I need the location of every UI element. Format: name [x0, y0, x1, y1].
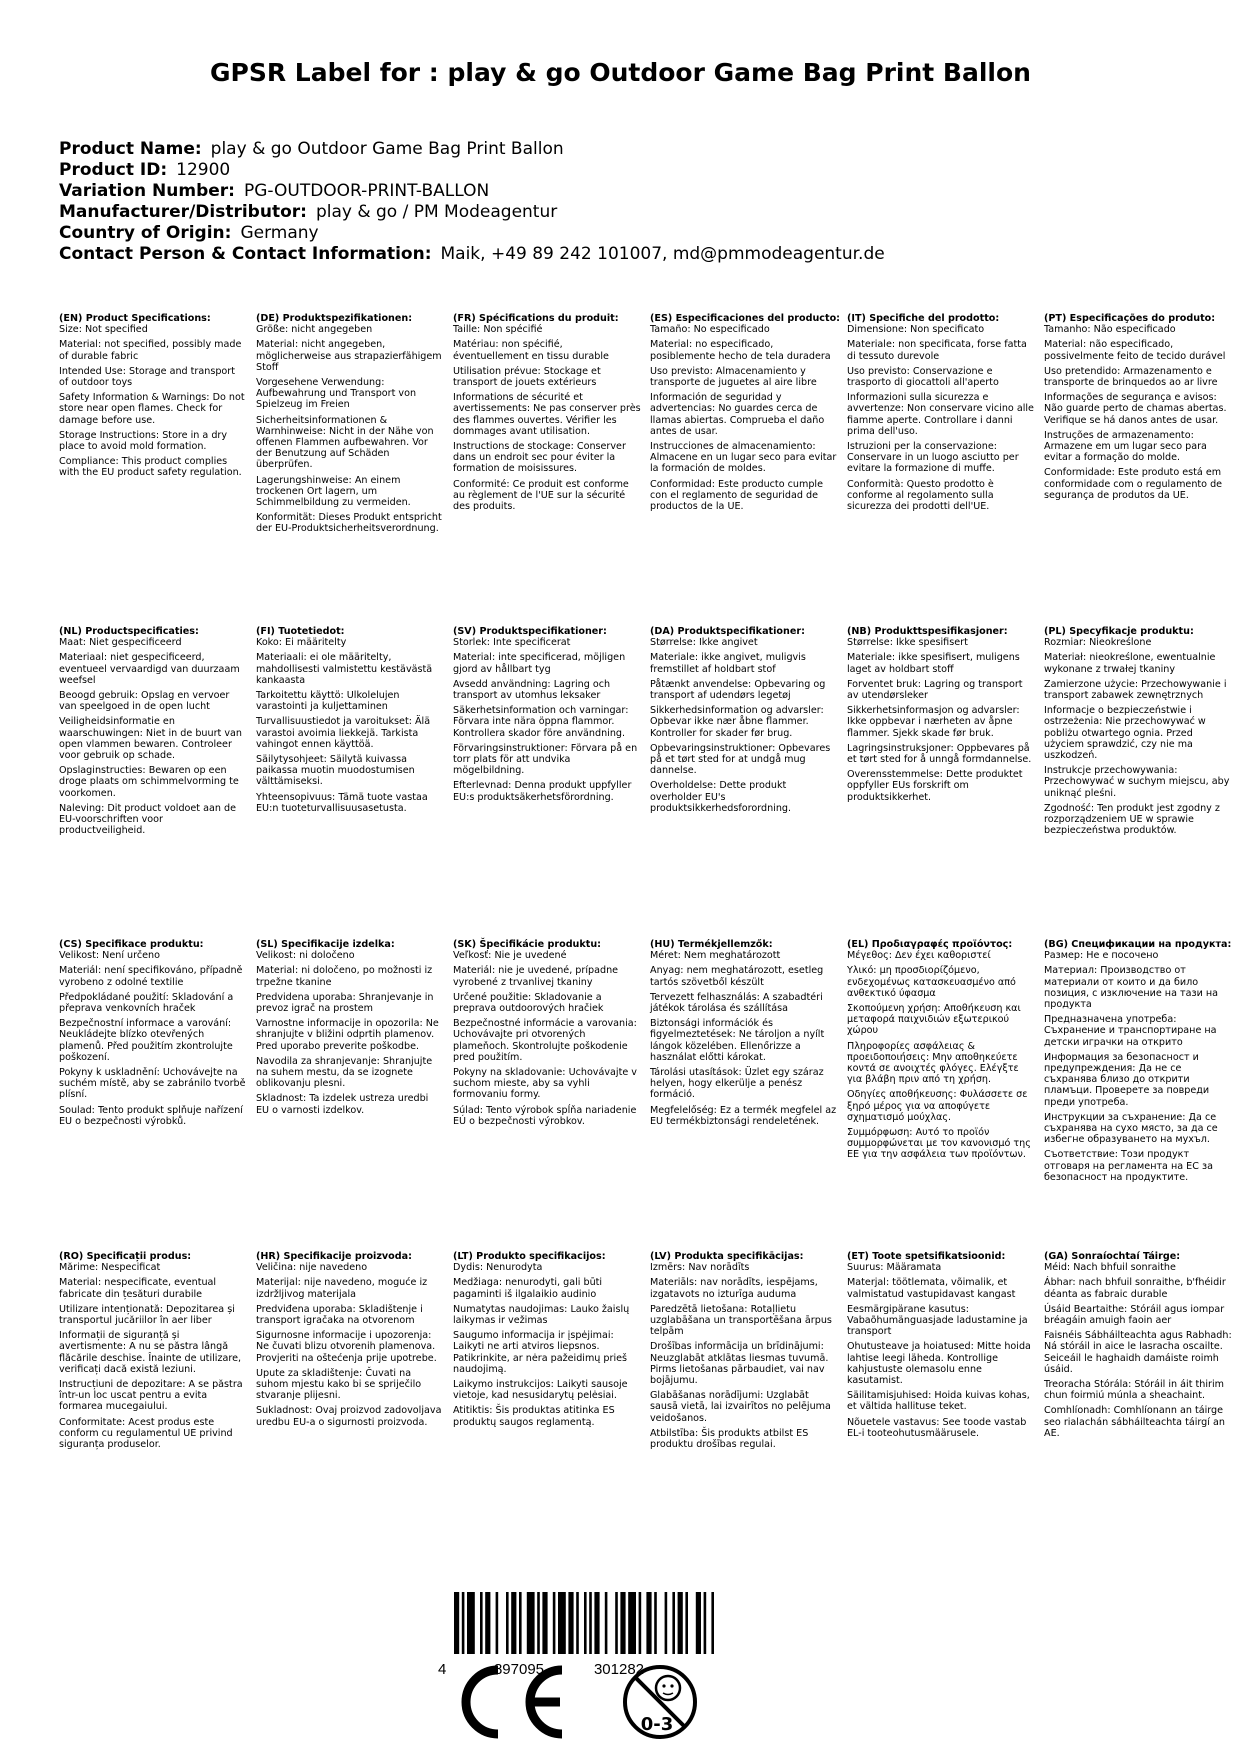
spec-line: Tamanho: Não especificado	[1044, 324, 1176, 336]
spec-line: Zgodność: Ten produkt jest zgodny z rozporządzeniem UE w sprawie bezpieczeństwa produktów.	[1044, 802, 1220, 837]
spec-line: Comhlíonadh: Comhlíonann an táirge seo rialachán sábháilteachta táirgí an AE.	[1044, 1405, 1225, 1439]
spec-line: Size: Not specified	[59, 324, 148, 336]
spec-block	[453, 1251, 641, 1432]
spec-block	[256, 626, 444, 818]
barcode-bar	[584, 1592, 587, 1654]
spec-heading: (BG) Спецификации на продукта:	[1044, 939, 1232, 950]
spec-line: Megfelelőség: Ez a termék megfelel az EU termékbiztonsági rendeletének.	[650, 1104, 837, 1127]
spec-line: Инструкции за съхранение: Да се съхранява на сухо място, за да се избегне образуването на мухъл.	[1044, 1111, 1218, 1146]
spec-line: Sikkerhetsinformasjon og advarsler: Ikke oppbevar i nærheten av åpne flammer. Sjekk skade før bruk.	[847, 705, 1020, 739]
spec-line: Velikost: Není určeno	[59, 950, 160, 962]
spec-line: Medžiaga: nenurodyti, gali būti pagaminti iš ilgalaikio audinio	[453, 1277, 603, 1300]
barcode-bar	[576, 1592, 579, 1654]
spec-line: Maat: Niet gespecificeerd	[59, 637, 182, 649]
product-info	[59, 139, 885, 265]
barcode-bar	[654, 1592, 657, 1654]
age-warning-label: 0-3	[640, 1714, 674, 1735]
spec-heading: (ES) Especificaciones del producto:	[650, 313, 841, 324]
spec-line: Οδηγίες αποθήκευσης: Φυλάσσετε σε ξηρό μέρος για να αποφύγετε σχηματισμό μούχλας.	[847, 1089, 1028, 1123]
barcode-bar	[605, 1592, 608, 1654]
spec-line: Säilitamisjuhised: Hoida kuivas kohas, et vältida hallituse teket.	[847, 1390, 1030, 1413]
barcode-bar	[506, 1592, 509, 1654]
spec-heading: (SL) Specifikacije izdelka:	[256, 939, 395, 950]
spec-line: Conformitate: Acest produs este conform cu regulamentul UE privind siguranța produselor.	[59, 1416, 233, 1451]
spec-heading: (PT) Especificações do produto:	[1044, 313, 1216, 324]
spec-line: Avsedd användning: Lagring och transport av utomhus leksaker	[453, 678, 611, 702]
barcode-bar	[672, 1592, 675, 1654]
spec-line: Velikost: ni določeno	[256, 950, 355, 962]
spec-line: Размер: Не е посочено	[1044, 950, 1159, 962]
spec-line: Предназначена употреба: Съхранение и транспортиране на детски играчки на открито	[1044, 1014, 1217, 1048]
spec-line: Materjal: töötlemata, võimalik, et valmistatud vastupidavast kangast	[847, 1277, 1016, 1300]
spec-line: Drošības informācija un brīdinājumi: Neuzglabāt atklātas liesmas tuvumā. Pirms lietošanas pārbaudiet, vai nav bojājumu.	[650, 1341, 829, 1387]
barcode-bar	[558, 1592, 566, 1654]
spec-line: Material: nespecificate, eventual fabricate din țesături durabile	[59, 1277, 217, 1300]
spec-line: Atbilstība: Šis produkts atbilst ES produktu drošības regulai.	[650, 1427, 809, 1451]
spec-line: Předpokládané použití: Skladování a přeprava venkovních hraček	[59, 991, 234, 1015]
spec-line: Nõuetele vastavus: See toode vastab EL-i tooteohutusmäärusele.	[847, 1416, 1027, 1439]
spec-heading: (NB) Produkttspesifikasjoner:	[847, 626, 1008, 637]
spec-line: Predviđena uporaba: Skladištenje i transport igračaka na otvorenom	[256, 1303, 423, 1327]
spec-block	[59, 939, 247, 1131]
barcode-bar	[485, 1592, 490, 1654]
spec-line: Informações de segurança e avisos: Não guarde perto de chamas abertas. Verifique se há danos antes de usar.	[1044, 392, 1227, 426]
spec-line: Upute za skladištenje: Čuvati na suhom mjestu kako bi se spriječilo stvaranje plijesni.	[256, 1367, 422, 1402]
spec-block	[453, 313, 641, 516]
spec-line: Informazioni sulla sicurezza e avvertenze: Non conservare vicino alle fiamme aperte. Controllare i danni prima dell'uso.	[847, 392, 1034, 437]
spec-line: Πληροφορίες ασφάλειας & προειδοποιήσεις: Μην αποθηκεύετε κοντά σε ανοιχτές φλόγες. Ελέγξτε για βλάβη πριν από τη χρήση.	[847, 1040, 1019, 1086]
spec-line: Anyag: nem meghatározott, esetleg tartós szövetből készült	[650, 965, 824, 988]
spec-line: Utilisation prévue: Stockage et transport de jouets extérieurs	[453, 365, 601, 389]
spec-line: Predvidena uporaba: Shranjevanje in prevoz igrač na prostem	[256, 991, 434, 1015]
barcode-bar	[537, 1592, 540, 1654]
spec-line: Yhteensopivuus: Tämä tuote vastaa EU:n tuoteturvallisuusasetusta.	[256, 791, 428, 814]
spec-line: Информация за безопасност и предупреждения: Да не се съхранява близо до открити пламъци. Проверете за повреди преди употреба.	[1044, 1051, 1210, 1108]
barcode-bar	[454, 1592, 459, 1654]
spec-line: Material: nicht angegeben, möglicherweise aus strapazierfähigem Stoff	[256, 339, 442, 373]
spec-block	[256, 1251, 444, 1432]
spec-line: Material: no especificado, posiblemente hecho de tela duradera	[650, 339, 831, 362]
spec-line: Sicherheitsinformationen & Warnhinweise: Nicht in der Nähe von offenen Flammen aufbewahren. Vor der Benutzung auf Schäden überprüfen.	[256, 414, 434, 471]
spec-line: Størrelse: Ikke angivet	[650, 637, 758, 649]
spec-heading: (DE) Produktspezifikationen:	[256, 313, 413, 324]
spec-line: Størrelse: Ikke spesifisert	[847, 637, 968, 649]
spec-line: Sukladnost: Ovaj proizvod zadovoljava uredbu EU-a o sigurnosti proizvoda.	[256, 1405, 442, 1428]
barcode-bar	[696, 1592, 701, 1654]
spec-line: Mărime: Nespecificat	[59, 1262, 161, 1274]
spec-line: Pokyny k uskladnění: Uchovávejte na suchém místě, aby se zabránilo tvorbě plísní.	[59, 1067, 246, 1101]
spec-line: Material: não especificado, possivelmente feito de tecido durável	[1044, 339, 1226, 362]
age-warning-icon	[625, 1667, 695, 1737]
spec-line: Úsáid Beartaithe: Stóráil agus iompar bréagáin amuigh faoin aer	[1044, 1303, 1225, 1327]
spec-line: Съответствие: Този продукт отговаря на регламента на ЕС за безопасност на продуктите.	[1044, 1149, 1213, 1183]
spec-line: Veiligheidsinformatie en waarschuwingen: Niet in de buurt van open vlammen bewaren. Controleer voor gebruik op schade.	[59, 716, 242, 762]
spec-line: Materiál: nie je uvedené, prípadne vyrobené z trvanlivej tkaniny	[453, 965, 619, 988]
spec-line: Förvaringsinstruktioner: Förvara på en torr plats för att undvika mögelbildning.	[453, 742, 638, 777]
info-country: Country of Origin: Germany	[59, 223, 319, 243]
spec-line: Eesmärgipärane kasutus: Vabaõhumänguasjade ladustamine ja transport	[847, 1303, 1028, 1338]
spec-line: Taille: Non spécifié	[453, 324, 543, 336]
spec-heading: (HR) Specifikacije proizvoda:	[256, 1251, 412, 1262]
spec-block	[59, 626, 247, 840]
spec-line: Instrucțiuni de depozitare: A se păstra într-un loc uscat pentru a evita formarea mucegaiului.	[59, 1379, 243, 1413]
spec-heading: (LV) Produkta specifikācijas:	[650, 1251, 804, 1262]
spec-line: Forventet bruk: Lagring og transport av utendørsleker	[847, 678, 1023, 702]
spec-line: Suurus: Määramata	[847, 1262, 942, 1274]
spec-block	[1044, 626, 1232, 840]
spec-line: Bezpečnostné informácie a varovania: Uchovávajte pri otvorených plameňoch. Skontrolujte poškodenie pred použitím.	[453, 1018, 637, 1063]
spec-line: Skladnost: Ta izdelek ustreza uredbi EU o varnosti izdelkov.	[256, 1093, 429, 1116]
spec-line: Storage Instructions: Store in a dry place to avoid mold formation.	[59, 429, 228, 453]
spec-line: Conformità: Questo prodotto è conforme al regolamento sulla sicurezza dei prodotti dell'UE.	[847, 478, 994, 513]
spec-line: Påtænkt anvendelse: Opbevaring og transport af udendørs legetøj	[650, 678, 826, 702]
info-product-id: Product ID: 12900	[59, 160, 231, 180]
spec-line: Naleving: Dit product voldoet aan de EU-voorschriften voor productveiligheid.	[59, 802, 236, 837]
barcode-group-1: 897095	[493, 1661, 545, 1678]
spec-line: Informații de siguranță și avertismente: A nu se păstra lângă flăcările deschise. Înainte de utilizare, verificați dacă există leziuni.	[59, 1330, 242, 1375]
spec-block	[847, 1251, 1035, 1443]
spec-line: Conformité: Ce produit est conforme au règlement de l'UE sur la sécurité des produits.	[453, 478, 629, 513]
spec-line: Instrukcje przechowywania: Przechowywać w suchym miejscu, aby uniknąć pleśni.	[1044, 765, 1230, 799]
barcode-bar	[628, 1592, 636, 1654]
page-title: GPSR Label for : play & go Outdoor Game Bag Print Ballon	[210, 58, 1031, 87]
spec-line: Materiál: není specifikováno, případně vyrobeno z odolné textilie	[59, 965, 243, 988]
spec-line: Instrucciones de almacenamiento: Almacene en un lugar seco para evitar la formación de moldes.	[650, 441, 837, 475]
spec-block	[453, 939, 641, 1131]
spec-line: Материал: Производство от материали от които и да било позиция, с изключение на тази на продукта	[1044, 965, 1219, 1011]
spec-line: Bezpečnostní informace a varování: Neukládejte blízko otevřených plamenů. Před použitím zkontrolujte poškození.	[59, 1018, 233, 1063]
spec-line: Méid: Nach bhfuil sonraithe	[1044, 1262, 1176, 1274]
barcode-bar	[615, 1592, 618, 1654]
spec-line: Συμμόρφωση: Αυτό το προϊόν συμμορφώνεται με τον κανονισμό της ΕΕ για την ασφάλεια των προϊόντων.	[847, 1127, 1031, 1161]
spec-line: Safety Information & Warnings: Do not store near open flames. Check for damage before use.	[59, 392, 245, 426]
barcode-bar	[542, 1592, 547, 1654]
barcode-bar	[620, 1592, 625, 1654]
barcode-bar	[589, 1592, 592, 1654]
spec-line: Zamierzone użycie: Przechowywanie i transport zabawek zewnętrznych	[1044, 678, 1227, 702]
spec-line: Säkerhetsinformation och varningar: Förvara inte nära öppna flammor. Kontrollera skador före användning.	[453, 705, 629, 739]
barcode-lead-digit: 4	[438, 1661, 447, 1678]
spec-line: Treoracha Stórála: Stóráil in áit thirim chun foirmiú múnla a sheachaint.	[1044, 1379, 1224, 1402]
spec-line: Numatytas naudojimas: Lauko žaislų laikymas ir vežimas	[453, 1303, 630, 1327]
spec-line: Intended Use: Storage and transport of outdoor toys	[59, 365, 236, 389]
spec-line: Materiał: nieokreślone, ewentualnie wykonane z trwałej tkaniny	[1044, 652, 1216, 675]
spec-line: Opslaginstructies: Bewaren op een droge plaats om schimmelvorming te voorkomen.	[59, 765, 239, 799]
spec-line: Overholdelse: Dette produkt overholder EU's produktsikkerhedsforordning.	[650, 780, 792, 814]
spec-block	[1044, 1251, 1232, 1443]
spec-line: Materiaal: niet gespecificeerd, eventueel vervaardigd van duurzaam weefsel	[59, 652, 240, 686]
spec-line: Izmērs: Nav norādīts	[650, 1262, 750, 1274]
barcode-bar	[639, 1592, 642, 1654]
spec-line: Materiale: ikke spesifisert, muligens laget av holdbart stoff	[847, 652, 1020, 675]
spec-line: Overensstemmelse: Dette produktet oppfyller EUs forskrift om produktsikkerhet.	[847, 769, 1023, 803]
spec-line: Lagerungshinweise: An einem trockenen Ort lagern, um Schimmelbildung zu vermeiden.	[256, 474, 411, 509]
spec-heading: (DA) Produktspecifikationer:	[650, 626, 805, 637]
spec-block	[650, 626, 838, 818]
spec-line: Koko: Ei määritelty	[256, 637, 347, 649]
spec-heading: (ET) Toote spetsifikatsioonid:	[847, 1251, 1006, 1262]
barcode-bar	[685, 1592, 688, 1654]
spec-line: Dydis: Nenurodyta	[453, 1262, 543, 1274]
spec-line: Uso previsto: Conservazione e trasporto di giocattoli all'aperto	[847, 365, 999, 389]
info-variation-number: Variation Number: PG-OUTDOOR-PRINT-BALLON	[59, 181, 490, 201]
barcode-bar	[480, 1592, 483, 1654]
barcode-bar	[511, 1592, 516, 1654]
spec-line: Rozmiar: Nieokreślone	[1044, 637, 1152, 649]
spec-heading: (GA) Sonraíochtaí Táirge:	[1044, 1251, 1181, 1262]
spec-line: Dimensione: Non specificato	[847, 324, 985, 336]
spec-line: Material: ni določeno, po možnosti iz trpežne tkanine	[256, 965, 433, 988]
barcode-bar	[711, 1592, 714, 1654]
spec-block	[847, 626, 1035, 807]
spec-line: Material: inte specificerad, möjligen gjord av hållbart tyg	[453, 652, 626, 675]
spec-block	[453, 626, 641, 807]
spec-block	[256, 939, 444, 1120]
spec-line: Glabāšanas norādījumi: Uzglabāt sausā vietā, lai izvairītos no pelējuma veidošanos.	[650, 1390, 831, 1424]
spec-line: Pokyny na skladovanie: Uchovávajte v suchom mieste, aby sa vyhli formovaniu formy.	[453, 1067, 637, 1101]
spec-block	[59, 313, 247, 483]
spec-line: Určené použitie: Skladovanie a preprava outdoorových hračiek	[453, 991, 604, 1015]
spec-line: Conformidad: Este producto cumple con el reglamento de seguridad de productos de la UE.	[650, 478, 823, 513]
spec-line: Sikkerhedsinformation og advarsler: Opbevar ikke nær åbne flammer. Kontroller for skader før brug.	[650, 705, 824, 739]
compliance-marks	[450, 1660, 750, 1750]
spec-line: Uso pretendido: Armazenamento e transporte de brinquedos ao ar livre	[1044, 365, 1218, 389]
spec-heading: (FR) Spécifications du produit:	[453, 313, 619, 324]
spec-line: Faisnéis Sábháilteachta agus Rabhadh: Ná stóráil in aice le lasracha oscailte. Seiceáil le haghaidh damáiste roimh úsáid.	[1044, 1330, 1232, 1375]
spec-block	[847, 313, 1035, 516]
spec-line: Ohutusteave ja hoiatused: Mitte hoida lahtise leegi läheda. Kontrollige kahjustuste olemasolu enne kasutamist.	[847, 1341, 1031, 1387]
spec-line: Material: not specified, possibly made of durable fabric	[59, 339, 242, 362]
spec-heading: (SV) Produktspecifikationer:	[453, 626, 607, 637]
spec-line: Μέγεθος: Δεν έχει καθοριστεί	[847, 950, 991, 962]
spec-block	[847, 939, 1035, 1165]
spec-line: Información de seguridad y advertencias: No guardes cerca de llamas abiertas. Comprueba el daño antes de usar.	[650, 392, 825, 437]
spec-heading: (EL) Προδιαγραφές προϊόντος:	[847, 939, 1013, 950]
spec-block	[650, 939, 838, 1131]
spec-line: Tarkoitettu käyttö: Ulkolelujen varastointi ja kuljettaminen	[256, 690, 400, 713]
spec-line: Súlad: Tento výrobok spĺňa nariadenie EÚ o bezpečnosti výrobkov.	[453, 1104, 637, 1127]
spec-line: Lagringsinstruksjoner: Oppbevares på et tørt sted for å unngå formdannelse.	[847, 742, 1032, 766]
spec-line: Utilizare intenționată: Depozitarea și transportul jucăriilor în aer liber	[59, 1303, 235, 1327]
spec-line: Saugumo informacija ir įspėjimai: Laikyti ne arti atviros liepsnos. Patikrinkite, ar nėra pažeidimų prieš naudojimą.	[453, 1330, 628, 1375]
spec-line: Turvallisuustiedot ja varoitukset: Älä varastoi avoimia liekkejä. Tarkista vahingot ennen käyttöä.	[256, 716, 431, 750]
spec-line: Materiāls: nav norādīts, iespējams, izgatavots no izturīga auduma	[650, 1277, 818, 1300]
spec-heading: (EN) Product Specifications:	[59, 313, 211, 324]
spec-heading: (FI) Tuotetiedot:	[256, 626, 345, 637]
spec-block	[59, 1251, 247, 1454]
spec-line: Veličina: nije navedeno	[256, 1262, 368, 1274]
spec-line: Materiale: non specificata, forse fatta di tessuto durevole	[847, 339, 1027, 362]
spec-line: Efterlevnad: Denna produkt uppfyller EU:s produktsäkerhetsförordning.	[453, 780, 632, 803]
spec-line: Materijal: nije navedeno, moguće iz izdržljivog materijala	[256, 1277, 428, 1300]
spec-line: Ábhar: nach bhfuil sonraithe, b'fhéidir déanta as fabraic durable	[1044, 1277, 1226, 1300]
spec-line: Opbevaringsinstruktioner: Opbevares på et tørt sted for at undgå mug dannelse.	[650, 742, 831, 777]
info-manufacturer: Manufacturer/Distributor: play & go / PM Modeagentur	[59, 202, 558, 222]
spec-line: Istruzioni per la conservazione: Conservare in un luogo asciutto per evitare la formazione di muffe.	[847, 441, 1019, 475]
barcode-bar	[665, 1592, 668, 1654]
spec-line: Materiale: ikke angivet, muligvis fremstillet af holdbart stof	[650, 652, 806, 675]
barcode-bar	[467, 1592, 475, 1654]
spec-line: Instruções de armazenamento: Armazene em um lugar seco para evitar a formação do molde.	[1044, 429, 1207, 464]
barcode-bar	[678, 1592, 683, 1654]
barcode-bar	[594, 1592, 599, 1654]
spec-line: Varnostne informacije in opozorila: Ne shranjujte v bližini odprtih plamenov. Pred uporabo preverite poškodbe.	[256, 1018, 439, 1052]
spec-line: Größe: nicht angegeben	[256, 324, 373, 336]
spec-block	[650, 313, 841, 516]
spec-line: Säilytysohjeet: Säilytä kuivassa paikassa muotin muodostumisen välttämiseksi.	[256, 754, 415, 788]
spec-line: Atitiktis: Šis produktas atitinka ES produktų saugos reglamentą.	[453, 1405, 615, 1428]
spec-line: Vorgesehene Verwendung: Aufbewahrung und Transport von Spielzeug im Freien	[256, 377, 417, 411]
spec-block	[256, 313, 444, 539]
spec-line: Beoogd gebruik: Opslag en vervoer van speelgoed in de open lucht	[59, 690, 230, 713]
spec-heading: (NL) Productspecificaties:	[59, 626, 199, 637]
spec-block	[650, 1251, 838, 1454]
spec-line: Υλικό: μη προσδιορίζόμενο, ενδεχομένως κατασκευασμένο από ανθεκτικό ύφασμα	[847, 965, 1016, 999]
spec-line: Paredzētā lietošana: Rotaļlietu uzglabāšana un transportēšana ārpus telpām	[650, 1303, 832, 1338]
spec-line: Σκοπούμενη χρήση: Αποθήκευση και μεταφορά παιχνιδιών εξωτερικού χώρου	[847, 1003, 1021, 1037]
spec-line: Materiaali: ei ole määritelty, mahdollisesti valmistettu kestävästä kankaasta	[256, 652, 433, 686]
spec-line: Conformidade: Este produto está em conformidade com o regulamento de segurança de produtos da UE.	[1044, 467, 1223, 501]
spec-line: Konformität: Dieses Produkt entspricht der EU-Produktsicherheitsverordnung.	[256, 512, 442, 535]
spec-line: Soulad: Tento produkt splňuje nařízení EU o bezpečnosti výrobků.	[59, 1104, 243, 1127]
spec-line: Instructions de stockage: Conserver dans un endroit sec pour éviter la formation de moisissures.	[453, 441, 626, 475]
spec-block	[1044, 939, 1232, 1187]
barcode-bar	[527, 1592, 535, 1654]
spec-line: Méret: Nem meghatározott	[650, 950, 781, 962]
spec-line: Laikymo instrukcijos: Laikyti sausoje vietoje, kad nesusidarytų pelėsiai.	[453, 1379, 628, 1402]
spec-heading: (SK) Špecifikácie produktu:	[453, 939, 602, 950]
spec-line: Tamaño: No especificado	[650, 324, 770, 336]
barcode-bar	[646, 1592, 651, 1654]
barcode-bar	[553, 1592, 556, 1654]
spec-line: Biztonsági információk és figyelmeztetések: Ne tároljon a nyílt lángok közelében. Ellenőrizze a használat előtti károkat.	[650, 1018, 825, 1063]
spec-heading: (LT) Produkto specifikacijos:	[453, 1251, 606, 1262]
info-contact: Contact Person & Contact Information: Maik, +49 89 242 101007, md@pmmodeagentur.de	[59, 244, 885, 264]
spec-line: Veľkosť: Nie je uvedené	[453, 950, 567, 962]
barcode-bar	[462, 1592, 465, 1654]
spec-line: Sigurnosne informacije i upozorenja: Ne čuvati blizu otvorenih plamenova. Provjeriti na oštećenja prije upotrebe.	[256, 1330, 437, 1364]
spec-line: Storlek: Inte specificerat	[453, 637, 571, 649]
spec-line: Informations de sécurité et avertissements: Ne pas conserver près des flammes ouvertes. Vérifier les dommages avant utilisation.	[453, 392, 641, 437]
spec-heading: (CS) Specifikace produktu:	[59, 939, 204, 950]
barcode-bar	[704, 1592, 707, 1654]
spec-line: Tervezett felhasználás: A szabadtéri játékok tárolása és szállítása	[650, 991, 823, 1015]
spec-line: Matériau: non spécifié, éventuellement en tissu durable	[453, 339, 609, 362]
spec-block	[1044, 313, 1232, 505]
barcode-bar	[568, 1592, 573, 1654]
spec-line: Compliance: This product complies with the EU product safety regulation.	[59, 456, 242, 479]
spec-heading: (IT) Specifiche del prodotto:	[847, 313, 1000, 324]
spec-line: Informacje o bezpieczeństwie i ostrzeżenia: Nie przechowywać w pobliżu otwartego ognia. Przed użyciem sprawdzić, czy nie ma uszkodzeń.	[1044, 705, 1206, 762]
spec-heading: (HU) Termékjellemzők:	[650, 939, 773, 950]
barcode-bar	[496, 1592, 499, 1654]
spec-line: Navodila za shranjevanje: Shranjujte na suhem mestu, da se izognete oblikovanju plesni.	[256, 1055, 433, 1090]
spec-line: Tárolási utasítások: Üzlet egy száraz helyen, hogy elkerülje a penész formáció.	[650, 1067, 824, 1101]
spec-line: Uso previsto: Almacenamiento y transporte de juguetes al aire libre	[650, 365, 817, 389]
ce-mark-icon	[466, 1670, 562, 1734]
barcode-bar	[519, 1592, 522, 1654]
info-product-name: Product Name: play & go Outdoor Game Bag Print Ballon	[59, 139, 564, 159]
spec-heading: (RO) Specificații produs:	[59, 1251, 192, 1262]
barcode-group-2: 301282	[593, 1661, 645, 1678]
spec-heading: (PL) Specyfikacje produktu:	[1044, 626, 1194, 637]
